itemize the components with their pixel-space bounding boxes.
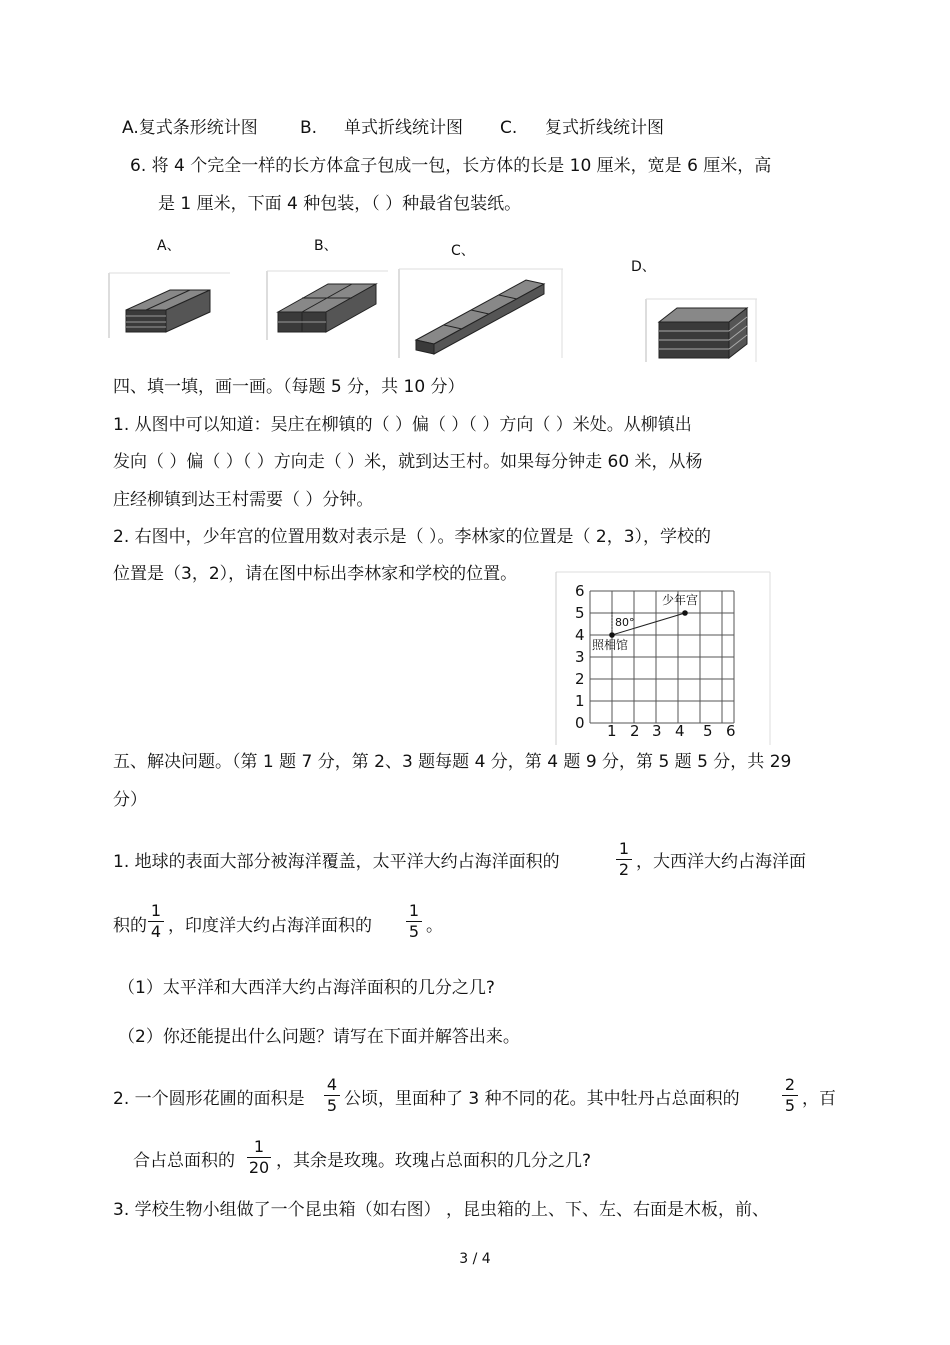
fraction-one-quarter: 1 4 bbox=[148, 902, 164, 941]
y-tick-3: 3 bbox=[575, 648, 585, 666]
p2-line1-a: 2. 一个圆形花圃的面积是 bbox=[113, 1089, 305, 1109]
y-tick-5: 5 bbox=[575, 604, 585, 622]
p1-line2-b: ，印度洋大约占海洋面积的 bbox=[168, 916, 372, 936]
option-c-letter: C. bbox=[500, 118, 518, 138]
palace-label: 少年宫 bbox=[662, 593, 699, 607]
x-tick-6: 6 bbox=[726, 722, 736, 740]
p1-line1-tail: ，大西洋大约占海洋面 bbox=[636, 852, 806, 872]
q6-line2: 是 1 厘米，下面 4 种包装，（ ）种最省包装纸。 bbox=[158, 194, 522, 214]
p1-line2-c: 。 bbox=[426, 916, 443, 936]
package-label-b: B、 bbox=[314, 238, 338, 254]
p2-line1-b: 公顷，里面种了 3 种不同的花。其中牡丹占总面积的 bbox=[344, 1089, 740, 1109]
y-tick-1: 1 bbox=[575, 692, 585, 710]
section5-heading-line1: 五、解决问题。（第 1 题 7 分，第 2、3 题每题 4 分，第 4 题 9 分，第 5 题 5 分，共 29 bbox=[113, 752, 792, 772]
angle-label: 80° bbox=[615, 616, 635, 629]
package-label-c: C、 bbox=[451, 243, 475, 259]
s4-q1-line3: 庄经柳镇到达王村需要（ ）分钟。 bbox=[113, 490, 374, 510]
s4-q1-line2: 发向（ ）偏（ ）（ ）方向走（ ）米，就到达王村。如果每分钟走 60 米，从杨 bbox=[113, 452, 703, 472]
fraction-one-twentieth: 1 20 bbox=[248, 1137, 270, 1177]
package-a-figure bbox=[108, 272, 230, 338]
option-b: 单式折线统计图 bbox=[344, 118, 463, 138]
package-label-d: D、 bbox=[631, 259, 656, 275]
package-d-figure bbox=[645, 298, 757, 362]
section4-heading: 四、填一填，画一画。（每题 5 分，共 10 分） bbox=[113, 377, 465, 397]
fraction-two-fifths: 2 5 bbox=[782, 1076, 798, 1115]
p1-line1: 1. 地球的表面大部分被海洋覆盖，太平洋大约占海洋面积的 bbox=[113, 852, 560, 872]
x-tick-5: 5 bbox=[703, 722, 713, 740]
package-label-a: A、 bbox=[157, 238, 181, 254]
s4-q2-line2: 位置是（3，2），请在图中标出李林家和学校的位置。 bbox=[113, 564, 518, 584]
x-tick-2: 2 bbox=[630, 722, 640, 740]
y-tick-6: 6 bbox=[575, 582, 585, 600]
p2-line1-c: ，百 bbox=[802, 1089, 836, 1109]
fraction-one-fifth: 1 5 bbox=[406, 902, 422, 941]
coordinate-grid-figure bbox=[555, 571, 771, 745]
y-tick-0: 0 bbox=[575, 714, 585, 732]
grid-y-ticks bbox=[575, 582, 585, 732]
option-c: 复式折线统计图 bbox=[545, 118, 664, 138]
option-a: A.复式条形统计图 bbox=[122, 118, 258, 138]
p2-line2-b: ，其余是玫瑰。玫瑰占总面积的几分之几? bbox=[276, 1151, 592, 1171]
package-b-figure bbox=[266, 270, 388, 340]
option-b-letter: B. bbox=[300, 118, 318, 138]
y-tick-2: 2 bbox=[575, 670, 585, 688]
fraction-one-half: 1 2 bbox=[616, 840, 632, 879]
p1-sub2: （2）你还能提出什么问题？请写在下面并解答出来。 bbox=[118, 1027, 520, 1047]
p2-line2-a: 合占总面积的 bbox=[133, 1151, 235, 1171]
p1-sub1: （1）太平洋和大西洋大约占海洋面积的几分之几? bbox=[118, 978, 495, 998]
x-tick-4: 4 bbox=[675, 722, 685, 740]
x-tick-1: 1 bbox=[607, 722, 617, 740]
p3-line1: 3. 学校生物小组做了一个昆虫箱（如右图） ，昆虫箱的上、下、左、右面是木板，前、 bbox=[113, 1200, 770, 1220]
studio-label: 照相馆 bbox=[592, 638, 629, 652]
package-c-figure bbox=[398, 268, 563, 358]
s4-q2-line1: 2. 右图中，少年宫的位置用数对表示是（ ）。李林家的位置是（ 2，3），学校的 bbox=[113, 527, 712, 547]
page-number: 3 / 4 bbox=[459, 1251, 491, 1267]
s4-q1-line1: 1. 从图中可以知道：吴庄在柳镇的（ ）偏（ ）（ ）方向（ ）米处。从柳镇出 bbox=[113, 415, 692, 435]
grid-x-ticks bbox=[607, 722, 736, 740]
x-tick-3: 3 bbox=[652, 722, 662, 740]
p1-line2-a: 积的 bbox=[113, 916, 147, 936]
section5-heading-line2: 分） bbox=[113, 790, 147, 810]
q6-line1: 6. 将 4 个完全一样的长方体盒子包成一包，长方体的长是 10 厘米，宽是 6 厘米，高 bbox=[130, 156, 772, 176]
fraction-four-fifths: 4 5 bbox=[324, 1076, 340, 1115]
y-tick-4: 4 bbox=[575, 626, 585, 644]
